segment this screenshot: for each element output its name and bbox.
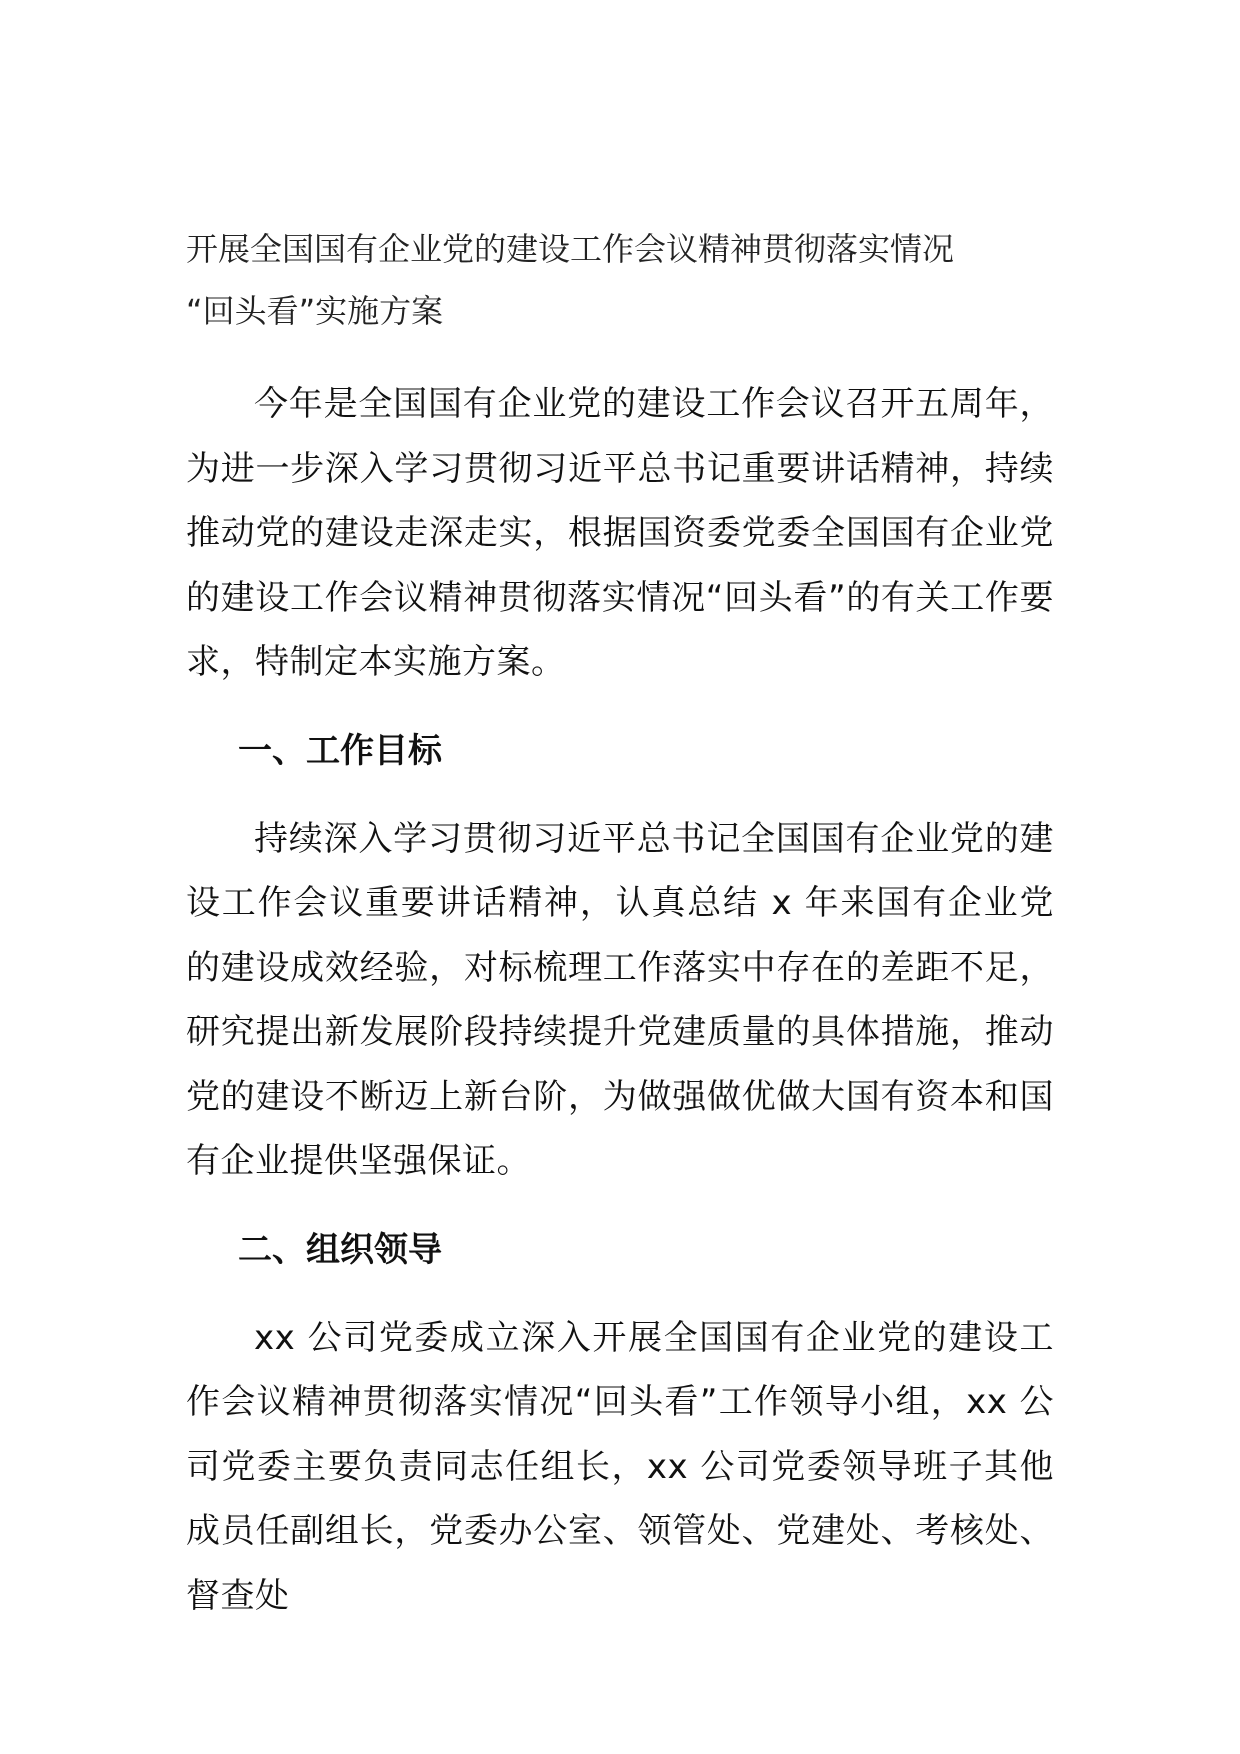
title-line-1: 开展全国国有企业党的建设工作会议精神贯彻落实情况: [186, 230, 955, 268]
intro-paragraph: 今年是全国国有企业党的建设工作会议召开五周年，为进一步深入学习贯彻习近平总书记重要讲话精神，持续推动党的建设走深走实，根据国资委党委全国国有企业党的建设工作会议精神贯彻落实情况“回头看”的有关工作要求，特制定本实施方案。: [186, 384, 1054, 682]
document-body: [186, 372, 1054, 1628]
title-line-2: “回头看”实施方案: [186, 292, 444, 330]
document-title: [186, 218, 1066, 342]
section-heading-goals: 一、工作目标: [238, 730, 442, 771]
section-heading-leadership: 二、组织领导: [238, 1229, 442, 1270]
goals-paragraph: 持续深入学习贯彻习近平总书记全国国有企业党的建设工作会议重要讲话精神，认真总结 x 年来国有企业党的建设成效经验，对标梳理工作落实中存在的差距不足，研究提出新发展阶段持续提升党建质量的具体措施，推动党的建设不断迈上新台阶，为做强做优做大国有资本和国有企业提供坚强保证。: [186, 818, 1054, 1181]
leadership-paragraph: xx 公司党委成立深入开展全国国有企业党的建设工作会议精神贯彻落实情况“回头看”工作领导小组，xx 公司党委主要负责同志任组长，xx 公司党委领导班子其他成员任副组长，党委办公室、领管处、党建处、考核处、督查处: [186, 1317, 1054, 1616]
